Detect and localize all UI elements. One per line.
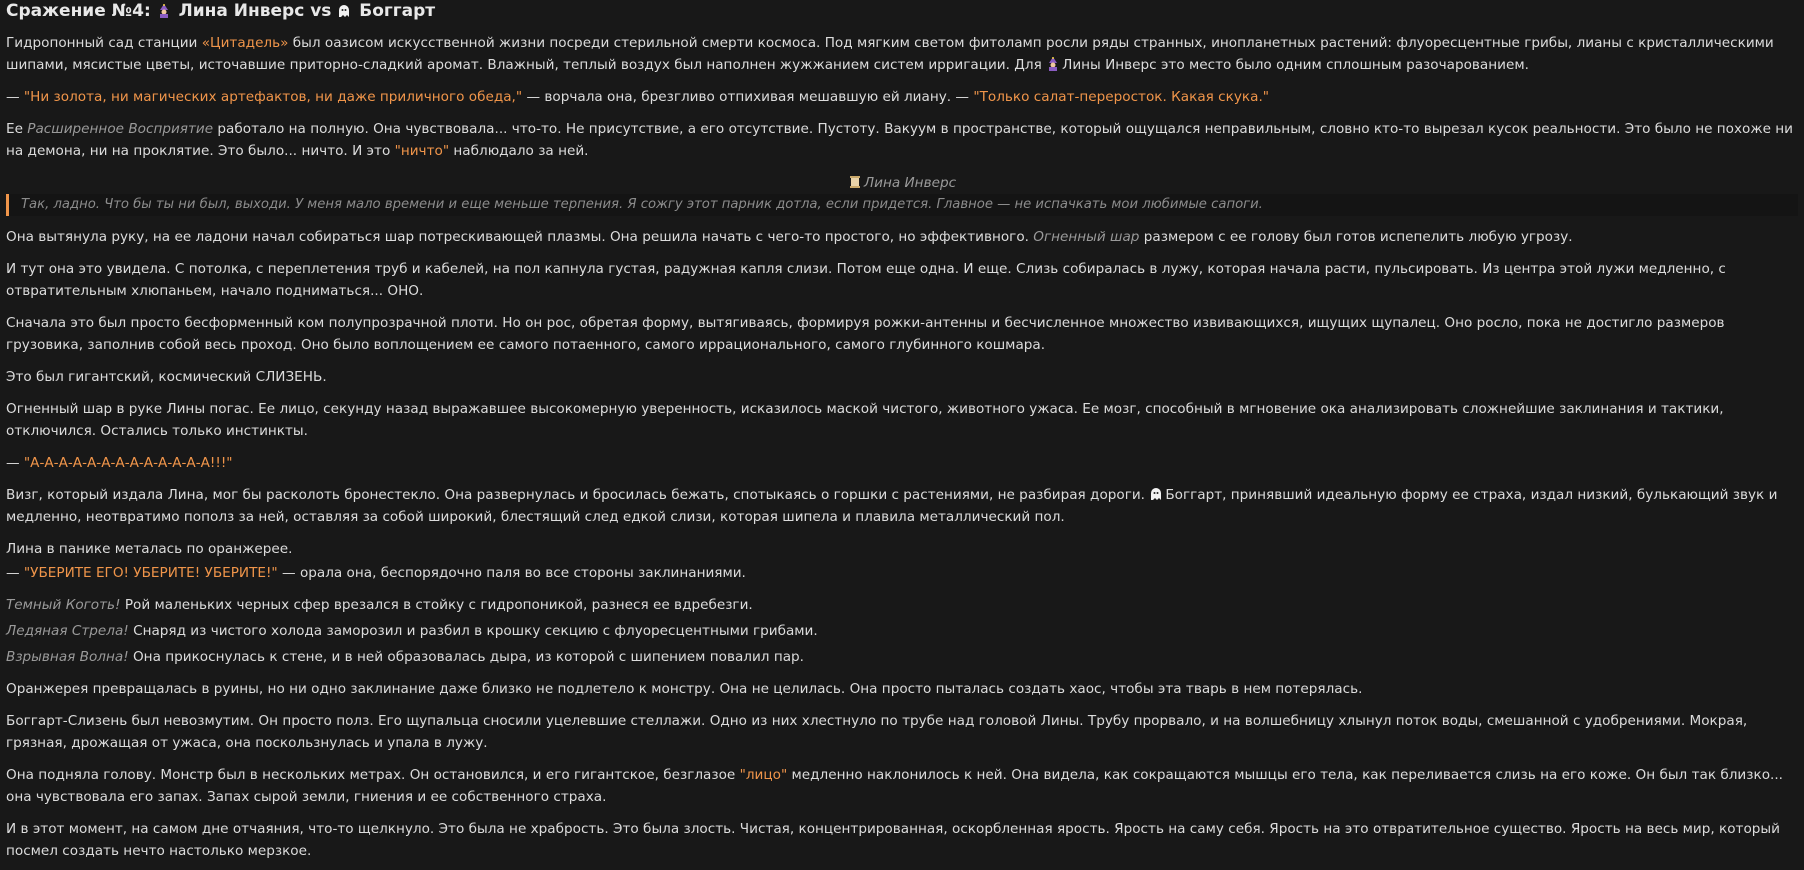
spell-text: Рой маленьких черных сфер врезался в стойку с гидропоникой, разнеся ее вдребезги. — [120, 597, 753, 613]
title-prefix: Сражение №4: — [6, 1, 151, 21]
scream-quote: "А-А-А-А-А-А-А-А-А-А-А-А-А!!!" — [23, 455, 233, 471]
dash: — — [6, 455, 24, 471]
ghost-icon — [337, 4, 351, 18]
text-segment: был оазисом искусственной жизни посреди стерильной смерти космоса. Под мягким светом фитоламп росли ряды странных, инопланетных растений: флуоресцентные грибы, лианы с кристаллическими шипами, мясистые цветы, источавшие приторно-сладкий аромат. Влажный, теплый воздух был наполнен жужжанием систем ирригации. Для — [6, 35, 1774, 73]
mage-icon — [1046, 57, 1060, 71]
text-segment: Гидропонный сад станции — [6, 35, 202, 51]
text-segment: Лины Инверс это место было одним сплошным разочарованием. — [1062, 57, 1529, 73]
mage-icon — [157, 4, 171, 18]
text-segment: Визг, который издала Лина, мог бы расколоть бронестекло. Она развернулась и бросилась бежать, спотыкаясь о горшки с растениями, не разбирая дороги. — [6, 487, 1150, 503]
battle-title — [6, 0, 1798, 22]
paragraph-5: И тут она это увидела. С потолка, с переплетения труб и кабелей, на пол капнула густая, радужная капля слизи. Потом еще одна. И еще. Слизь собиралась в лужу, которая начала расти, пульсировать. Из центра этой лужи медленно, с отвратительным хлюпаньем, начало подниматься... ОНО. — [6, 261, 1726, 299]
spell-line — [6, 620, 1798, 642]
paragraph-12 — [6, 562, 1798, 584]
dash: — — [6, 565, 24, 581]
paragraph-6: Сначала это был просто бесформенный ком полупрозрачной плоти. Но он рос, обретая форму, вытягиваясь, формируя рожки-антенны и бесчисленное множество извивающихся, ищущих щупалец. Оно росло, пока не достигло размеров грузовика, заполнив собой весь проход. Оно было воплощением ее самого потаенного, самого иррационального, самого глубинного кошмара. — [6, 315, 1725, 353]
text-segment: медленно наклонилось к ней. Она видела, как сокращаются мышцы его тела, как переливается слизь на его коже. Он был так близко... она чувствовала его запах. Запах сырой земли, гниения и ее собственного страха. — [6, 767, 1783, 805]
paragraph-7: Это был гигантский, космический СЛИЗЕНЬ. — [6, 369, 327, 385]
spell-line — [6, 594, 1798, 616]
dash: — — [6, 89, 24, 105]
spell-line — [6, 646, 1798, 668]
text-segment: Она вытянула руку, на ее ладони начал собираться шар потрескивающей плазмы. Она решила начать с чего-то простого, но эффективного. — [6, 229, 1034, 245]
speaker-label — [6, 172, 1798, 194]
paragraph-1 — [6, 32, 1798, 76]
paragraph-11: Лина в панике металась по оранжерее. — [6, 541, 293, 557]
text-segment: Ее — [6, 121, 28, 137]
paragraph-15 — [6, 764, 1798, 808]
shout-quote: "УБЕРИТЕ ЕГО! УБЕРИТЕ! УБЕРИТЕ!" — [23, 565, 278, 581]
paragraph-2 — [6, 86, 1798, 108]
paragraph-9 — [6, 452, 1798, 474]
paragraph-10 — [6, 484, 1798, 528]
dialogue-quote: "Ни золота, ни магических артефактов, ни даже приличного обеда," — [23, 89, 523, 105]
paragraph-14: Боггарт-Слизень был невозмутим. Он просто полз. Его щупальца сносили уцелевшие стеллажи. Одно из них хлестнуло по трубе над головой Лины. Трубу прорвало, и на волшебницу хлынул поток воды, смешанной с удобрениями. Мокрая, грязная, дрожащая от ужаса, она поскользнулась и упала в лужу. — [6, 713, 1748, 751]
nothing-highlight: "ничто" — [394, 143, 450, 159]
spell-text: Снаряд из чистого холода заморозил и разбил в крошку секцию с флуоресцентными грибами. — [128, 623, 818, 639]
face-highlight: "лицо" — [739, 767, 788, 783]
paragraph-13: Оранжерея превращалась в руины, но ни одно заклинание даже близко не подлетело к монстру. Она не целилась. Она просто пыталась создать хаос, чтобы эта тварь в нем потерялась. — [6, 681, 1363, 697]
text-segment: работало на полную. Она чувствовала... что-то. Не присутствие, а его отсутствие. Пустоту. Вакуум в пространстве, который ощущался неправильным, словно кто-то вырезал кусок реальности. Это было не похоже ни на демона, ни на проклятие. Это было... ничто. И это — [6, 121, 1794, 159]
ghost-icon — [1149, 487, 1163, 501]
paragraph-4 — [6, 226, 1798, 248]
ability-name: Расширенное Восприятие — [27, 121, 214, 137]
text-segment: — ворчала она, брезгливо отпихивая мешавшую ей лиану. — — [522, 89, 974, 105]
scroll-icon — [848, 175, 862, 189]
paragraph-16: И в этот момент, на самом дне отчаяния, что-то щелкнуло. Это была не храбрость. Это была злость. Чистая, концентрированная, оскорбленная ярость. Ярость на саму себя. Ярость на это отвратительное существо. Ярость на весь мир, который посмел создать нечто настолько мерзкое. — [6, 821, 1780, 859]
text-segment: — орала она, беспорядочно паля во все стороны заклинаниями. — [277, 565, 746, 581]
spell-text: Она прикоснулась к стене, и в ней образовалась дыра, из которой с шипением повалил пар. — [128, 649, 804, 665]
paragraph-8: Огненный шар в руке Лины погас. Ее лицо, секунду назад выражавшее высокомерную уверенность, исказилось маской чистого, животного ужаса. Ее мозг, способный в мгновение ока анализировать сложнейшие заклинания и тактики, отключился. Остались только инстинкты. — [6, 401, 1724, 439]
spell-name: Темный Коготь! — [6, 597, 121, 613]
spell-name: Взрывная Волна! — [6, 649, 129, 665]
text-segment: Боггарт, принявший идеальную форму ее страха, издал низкий, булькающий звук и медленно, неотвратимо пополз за ней, оставляя за собой широкий, блестящий след едкой слизи, которая шипела и плавила металлический пол. — [6, 487, 1778, 525]
paragraph-3 — [6, 118, 1798, 162]
title-vs: vs — [310, 1, 332, 21]
text-segment: Она подняла голову. Монстр был в нескольких метрах. Он остановился, и его гигантское, безглазое — [6, 767, 740, 783]
fighter1-name: Лина Инверс — [178, 1, 305, 21]
spell-name: Огненный шар — [1033, 229, 1140, 245]
fighter2-name: Боггарт — [359, 1, 436, 21]
text-segment: размером с ее голову был готов испепелить любую угрозу. — [1139, 229, 1573, 245]
spell-name: Ледяная Стрела! — [6, 623, 129, 639]
text-segment: наблюдало за ней. — [449, 143, 589, 159]
dialogue-quote: "Только салат-переросток. Какая скука." — [973, 89, 1270, 105]
speaker-name: Лина Инверс — [863, 175, 957, 191]
citadel-highlight: «Цитадель» — [201, 35, 289, 51]
thought-quote: Так, ладно. Что бы ты ни был, выходи. У меня мало времени и еще меньше терпения. Я сожгу этот парник дотла, если придется. Главное — не испачкать мои любимые сапоги. — [6, 194, 1798, 216]
